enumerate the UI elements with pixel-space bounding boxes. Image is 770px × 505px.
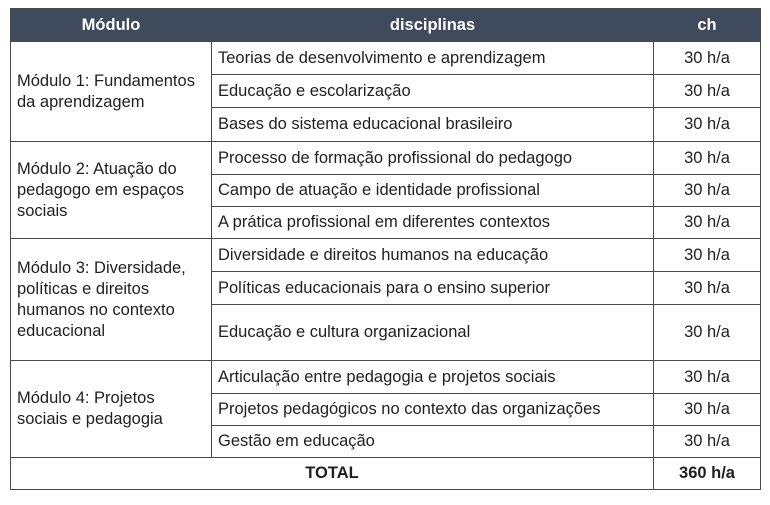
module-name: Módulo 1: Fundamentos da aprendizagem <box>11 42 212 142</box>
discipline-cell: Políticas educacionais para o ensino superior <box>212 272 654 305</box>
workload-cell: 30 h/a <box>654 108 761 142</box>
workload-cell: 30 h/a <box>654 394 761 426</box>
total-value: 360 h/a <box>654 458 761 490</box>
module-name: Módulo 4: Projetos sociais e pedagogia <box>11 361 212 458</box>
table-row <box>11 142 761 175</box>
workload-cell: 30 h/a <box>654 426 761 458</box>
discipline-cell: Bases do sistema educacional brasileiro <box>212 108 654 142</box>
header-disciplinas: disciplinas <box>212 9 654 42</box>
module-name: Módulo 2: Atuação do pedagogo em espaços sociais <box>11 142 212 239</box>
table-row <box>11 42 761 75</box>
discipline-cell: Diversidade e direitos humanos na educação <box>212 239 654 272</box>
module-name: Módulo 3: Diversidade, políticas e direitos humanos no contexto educacional <box>11 239 212 361</box>
workload-cell: 30 h/a <box>654 305 761 361</box>
workload-cell: 30 h/a <box>654 207 761 239</box>
workload-cell: 30 h/a <box>654 175 761 207</box>
discipline-cell: Teorias de desenvolvimento e aprendizagem <box>212 42 654 75</box>
total-label: TOTAL <box>11 458 654 490</box>
workload-cell: 30 h/a <box>654 75 761 108</box>
table-row <box>11 239 761 272</box>
discipline-cell: Campo de atuação e identidade profissional <box>212 175 654 207</box>
header-modulo: Módulo <box>11 9 212 42</box>
discipline-cell: Educação e cultura organizacional <box>212 305 654 361</box>
discipline-cell: Articulação entre pedagogia e projetos sociais <box>212 361 654 394</box>
discipline-cell: Educação e escolarização <box>212 75 654 108</box>
discipline-cell: A prática profissional em diferentes contextos <box>212 207 654 239</box>
discipline-cell: Gestão em educação <box>212 426 654 458</box>
total-row <box>11 458 761 490</box>
header-ch: ch <box>654 9 761 42</box>
table-header-row <box>11 9 761 42</box>
discipline-cell: Processo de formação profissional do pedagogo <box>212 142 654 175</box>
table-row <box>11 361 761 394</box>
workload-cell: 30 h/a <box>654 361 761 394</box>
curriculum-table <box>10 8 761 490</box>
workload-cell: 30 h/a <box>654 142 761 175</box>
workload-cell: 30 h/a <box>654 239 761 272</box>
workload-cell: 30 h/a <box>654 272 761 305</box>
workload-cell: 30 h/a <box>654 42 761 75</box>
discipline-cell: Projetos pedagógicos no contexto das organizações <box>212 394 654 426</box>
